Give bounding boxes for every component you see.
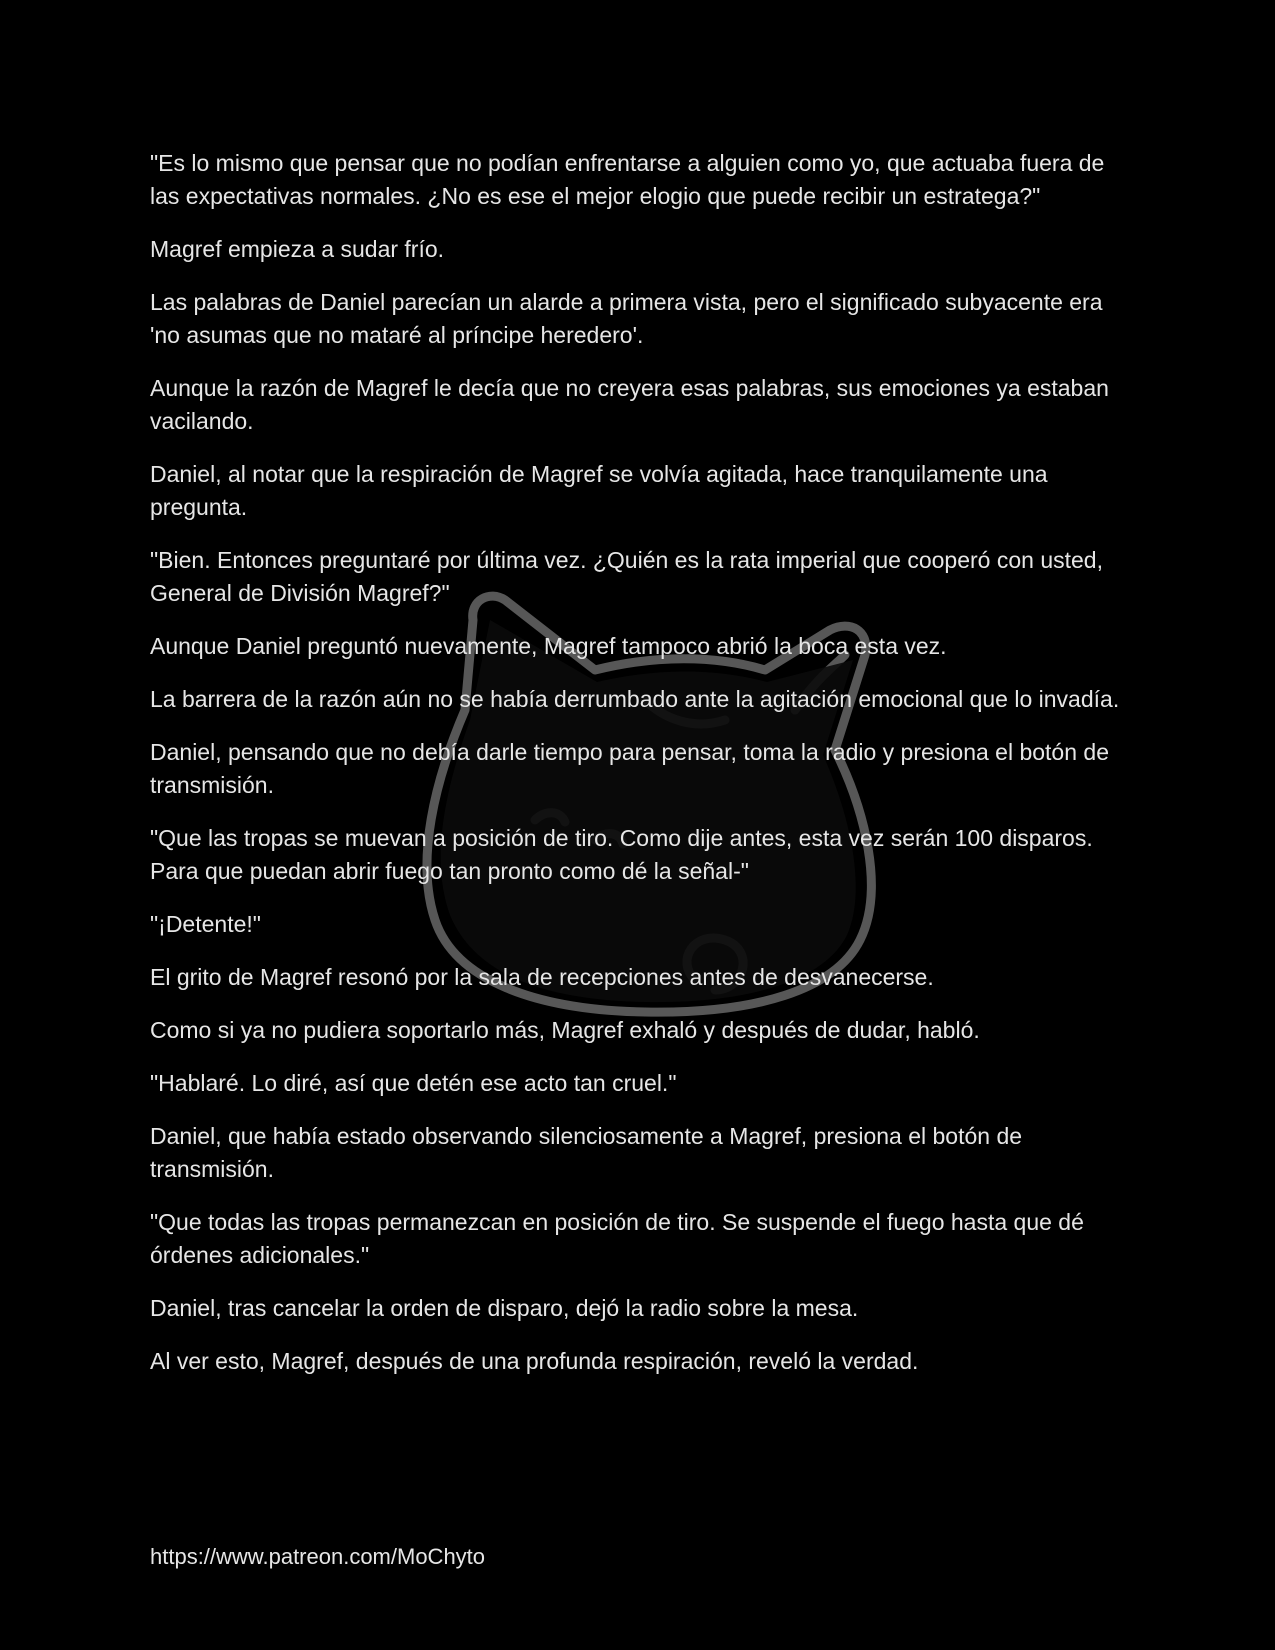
paragraph: "Que todas las tropas permanezcan en posición de tiro. Se suspende el fuego hasta que dé órdenes adicionales." xyxy=(150,1209,1084,1268)
paragraph: Daniel, al notar que la respiración de Magref se volvía agitada, hace tranquilamente una pregunta. xyxy=(150,461,1048,520)
paragraph: "Que las tropas se muevan a posición de tiro. Como dije antes, esta vez serán 100 disparos. Para que puedan abrir fuego tan pronto como dé la señal-" xyxy=(150,825,1093,884)
paragraph: Daniel, pensando que no debía darle tiempo para pensar, toma la radio y presiona el botón de transmisión. xyxy=(150,739,1109,798)
paragraph: Como si ya no pudiera soportarlo más, Magref exhaló y después de dudar, habló. xyxy=(150,1017,980,1043)
paragraph: "¡Detente!" xyxy=(150,911,261,937)
paragraph: Magref empieza a sudar frío. xyxy=(150,236,445,262)
paragraph: Aunque Daniel preguntó nuevamente, Magref tampoco abrió la boca esta vez. xyxy=(150,633,947,659)
paragraph: Al ver esto, Magref, después de una profunda respiración, reveló la verdad. xyxy=(150,1348,919,1374)
paragraph: El grito de Magref resonó por la sala de recepciones antes de desvanecerse. xyxy=(150,964,934,990)
paragraph: "Bien. Entonces preguntaré por última vez. ¿Quién es la rata imperial que cooperó con usted, General de División Magref?" xyxy=(150,547,1103,606)
paragraph: "Hablaré. Lo diré, así que detén ese acto tan cruel." xyxy=(150,1070,677,1096)
paragraph: Daniel, que había estado observando silenciosamente a Magref, presiona el botón de transmisión. xyxy=(150,1123,1023,1182)
document-body xyxy=(150,147,1125,1398)
paragraph: Aunque la razón de Magref le decía que no creyera esas palabras, sus emociones ya estaban vacilando. xyxy=(150,375,1109,434)
patreon-link[interactable]: https://www.patreon.com/MoChyto xyxy=(150,1544,486,1569)
paragraph: "Es lo mismo que pensar que no podían enfrentarse a alguien como yo, que actuaba fuera de las expectativas normales. ¿No es ese el mejor elogio que puede recibir un estratega?" xyxy=(150,150,1105,209)
paragraph: La barrera de la razón aún no se había derrumbado ante la agitación emocional que lo invadía. xyxy=(150,686,1120,712)
paragraph: Las palabras de Daniel parecían un alarde a primera vista, pero el significado subyacente era 'no asumas que no mataré al príncipe heredero'. xyxy=(150,289,1103,348)
paragraph: Daniel, tras cancelar la orden de disparo, dejó la radio sobre la mesa. xyxy=(150,1295,859,1321)
